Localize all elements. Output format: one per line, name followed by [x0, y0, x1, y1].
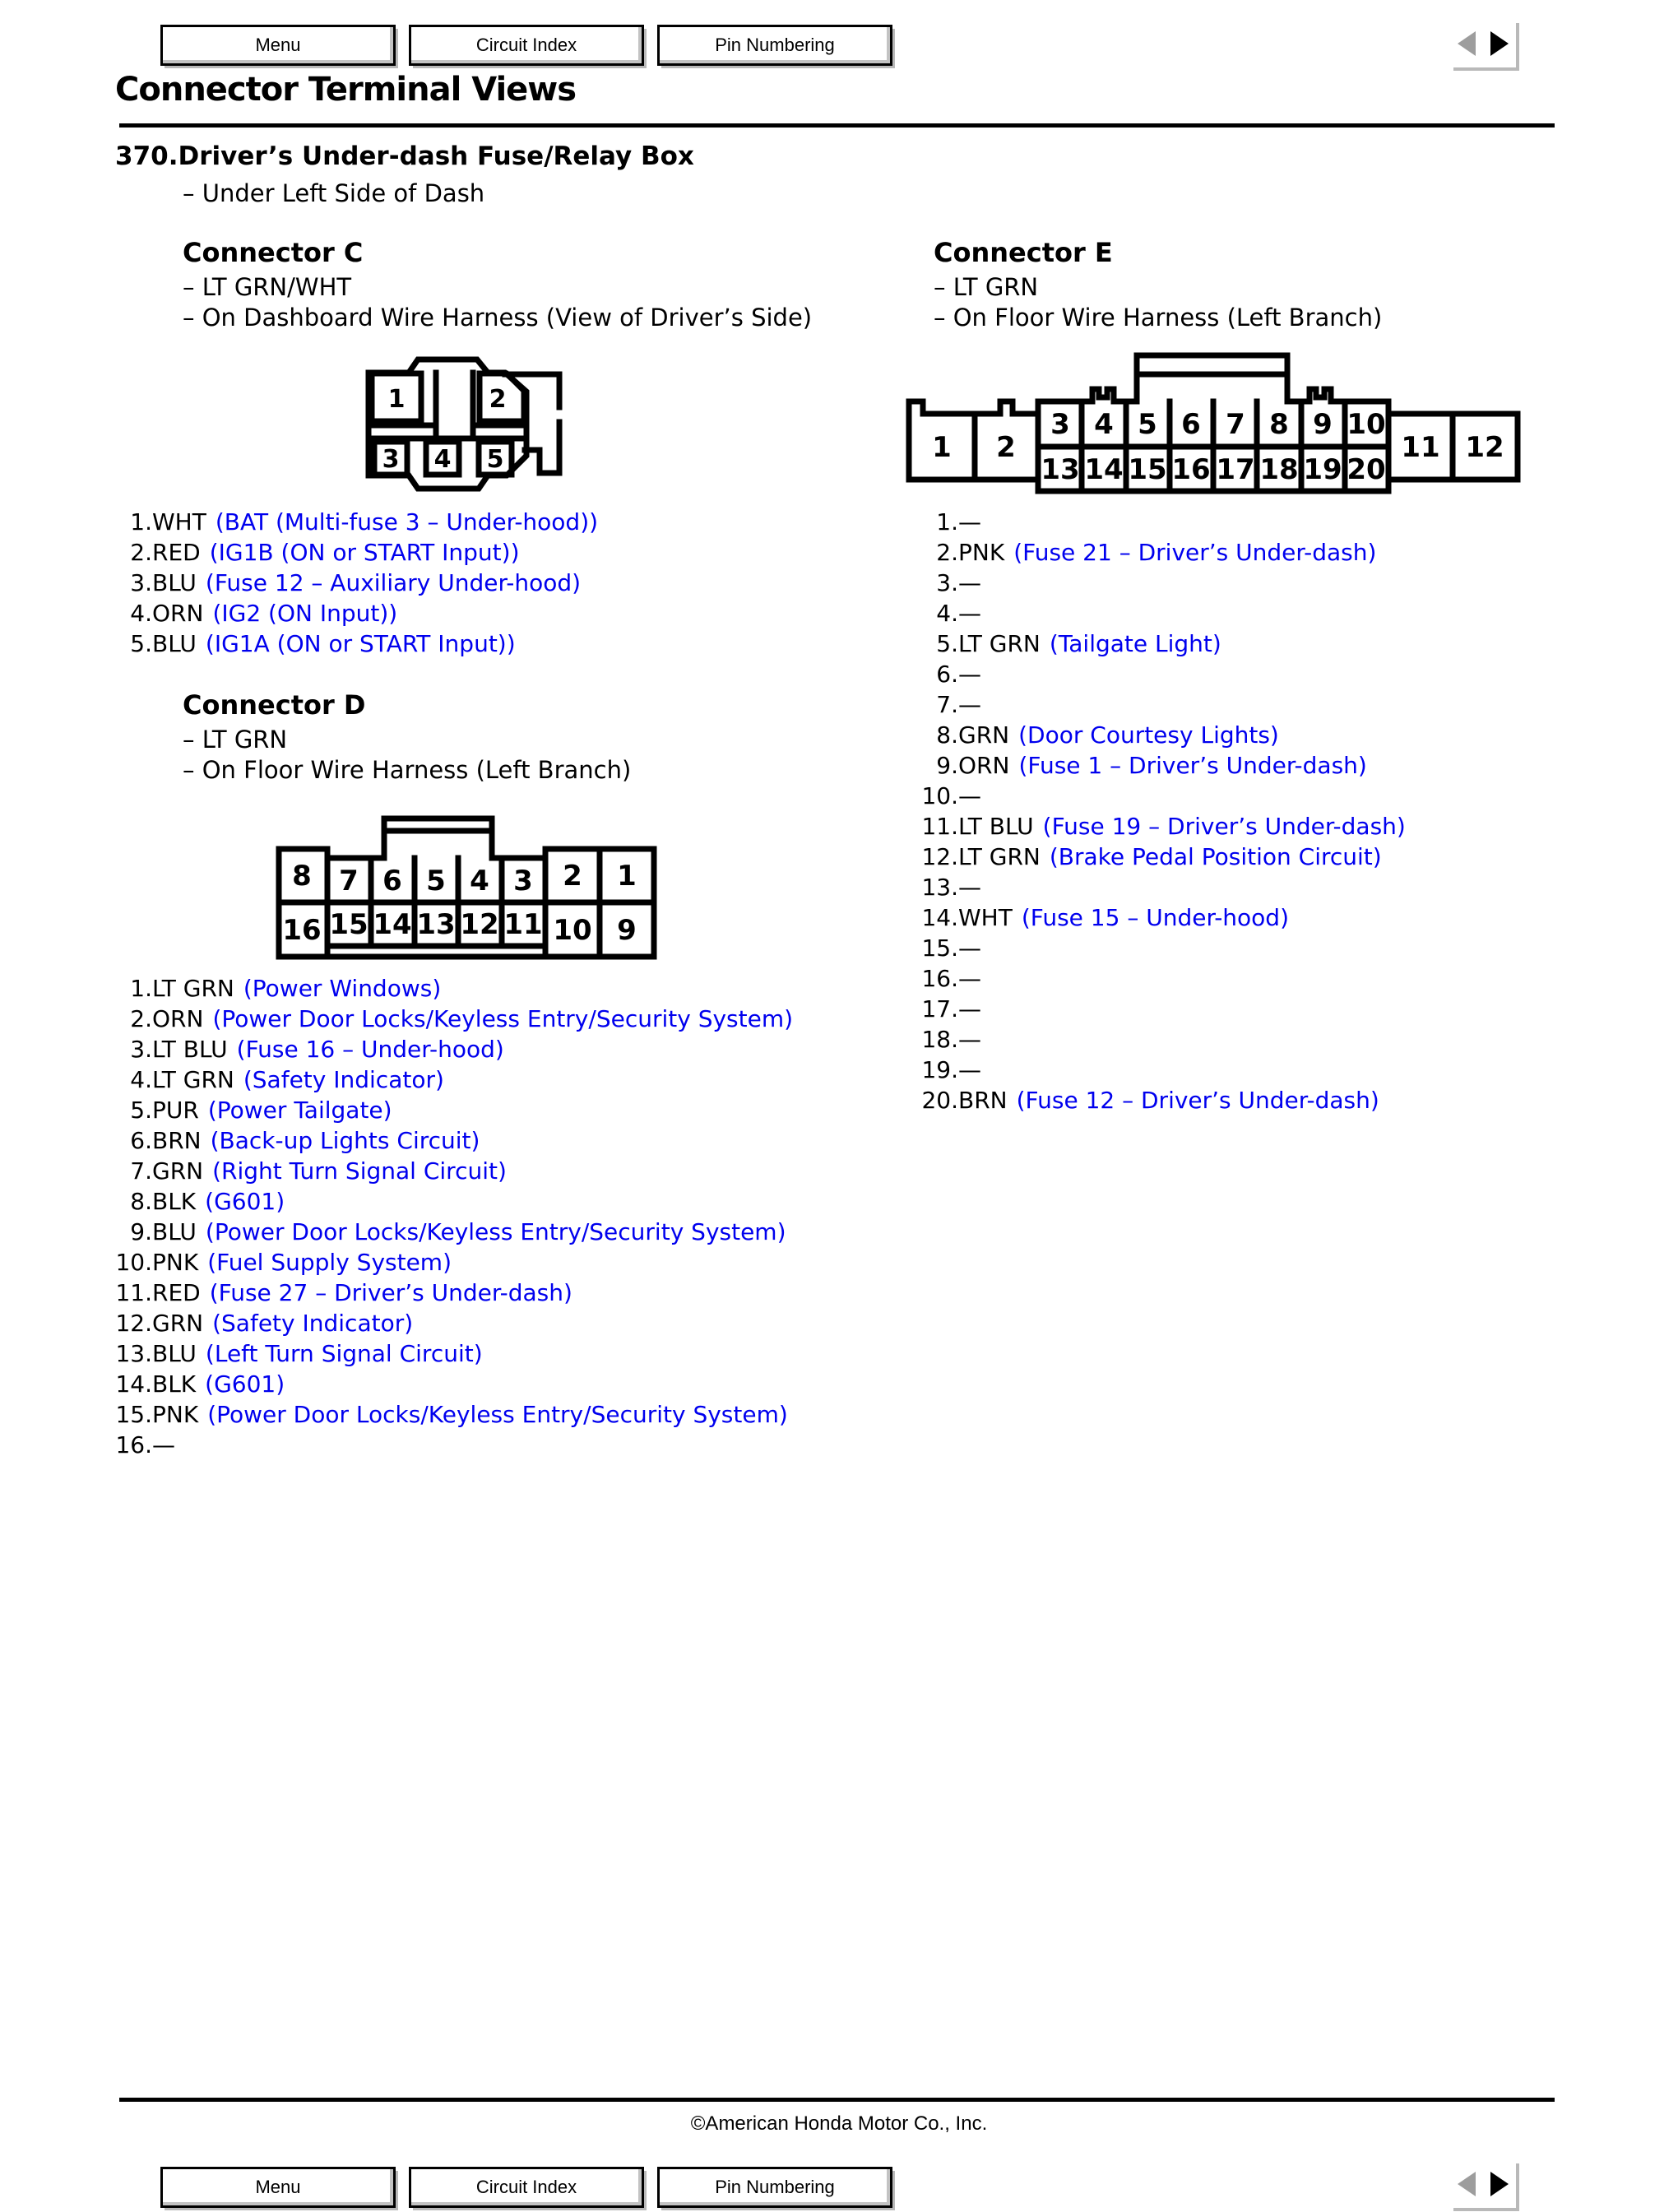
pin-wire-color: —: [958, 1056, 981, 1083]
pin-number: 3.: [130, 569, 152, 596]
menu-button-bottom[interactable]: Menu: [160, 2167, 396, 2208]
pin-wire-color: LT BLU: [958, 813, 1034, 840]
pin-row: [909, 537, 1406, 568]
pin-cell-label: 13: [1041, 453, 1080, 486]
pin-circuit-link[interactable]: (IG2 (ON Input)): [212, 600, 398, 627]
connector-d-note-color: – LT GRN: [183, 726, 288, 754]
pin-circuit-link[interactable]: (G601): [205, 1188, 285, 1215]
pin-circuit-link[interactable]: (Fuse 27 – Driver’s Under-dash): [209, 1279, 572, 1306]
pin-wire-color: —: [958, 782, 981, 809]
pin-cell-label: 19: [1303, 453, 1342, 486]
pin-number: 10.: [115, 1249, 152, 1276]
pin-circuit-link[interactable]: (Fuse 16 – Under-hood): [236, 1036, 504, 1063]
pin-circuit-link[interactable]: (Power Tailgate): [207, 1097, 392, 1124]
pin-wire-color: LT GRN: [958, 630, 1041, 657]
pin-wire-color: RED: [152, 539, 201, 566]
pin-wire-color: —: [958, 569, 981, 596]
next-arrow-icon: [1490, 2172, 1509, 2196]
pin-row: [103, 1004, 793, 1034]
pin-circuit-link[interactable]: (Tailgate Light): [1049, 630, 1221, 657]
pin-wire-color: PUR: [152, 1097, 199, 1124]
pin-cell-label: 5: [426, 865, 446, 897]
pin-circuit-link[interactable]: (Fuse 15 – Under-hood): [1021, 904, 1290, 931]
pin-number: 6.: [936, 661, 958, 688]
copyright: ©American Honda Motor Co., Inc.: [690, 2112, 988, 2135]
pin-wire-color: —: [958, 934, 981, 962]
menu-button[interactable]: Menu: [160, 25, 396, 66]
connector-e-title: Connector E: [934, 237, 1113, 268]
pin-wire-color: WHT: [152, 508, 206, 536]
pin-circuit-link[interactable]: (IG1B (ON or START Input)): [209, 539, 520, 566]
pin-number: 5.: [130, 1097, 152, 1124]
pin-number: 7.: [130, 1157, 152, 1185]
pin-circuit-link[interactable]: (Safety Indicator): [243, 1066, 444, 1093]
pin-number: 19.: [921, 1056, 958, 1083]
footer-rule: [119, 2098, 1555, 2102]
pin-row: [909, 689, 1406, 720]
pin-number: 12.: [921, 843, 958, 870]
pin-cell-label: 11: [1401, 431, 1440, 464]
section-location-note: – Under Left Side of Dash: [183, 179, 485, 207]
pin-circuit-link[interactable]: (G601): [205, 1370, 285, 1398]
pin-row: [103, 507, 598, 537]
pin-row: [103, 1217, 793, 1247]
pin-row: [103, 1064, 793, 1095]
pin-row: [103, 1338, 793, 1369]
pin-row: [909, 933, 1406, 963]
pin-circuit-link[interactable]: (Fuse 12 – Driver’s Under-dash): [1016, 1087, 1379, 1114]
pin-number: 4.: [130, 1066, 152, 1093]
pin-wire-color: —: [152, 1431, 175, 1458]
pin-wire-color: GRN: [958, 721, 1010, 749]
pin-number: 2.: [130, 539, 152, 566]
pin-number: 11.: [921, 813, 958, 840]
pin-circuit-link[interactable]: (Power Windows): [243, 975, 442, 1002]
pin-circuit-link[interactable]: (Door Courtesy Lights): [1018, 721, 1279, 749]
pin-number: 18.: [921, 1026, 958, 1053]
pin-wire-color: GRN: [152, 1157, 204, 1185]
pin-cell-label: 2: [563, 860, 582, 893]
pin-circuit-link[interactable]: (Power Door Locks/Keyless Entry/Security System): [212, 1005, 794, 1032]
pin-row: [103, 628, 598, 659]
pin-number: 17.: [921, 995, 958, 1023]
pin-row: [909, 963, 1406, 994]
pin-row: [103, 598, 598, 628]
pin-wire-color: —: [958, 965, 981, 992]
pin-cell-label: 1: [617, 860, 637, 893]
pin-row: [103, 1186, 793, 1217]
connector-d-note-location: – On Floor Wire Harness (Left Branch): [183, 756, 632, 784]
pin-wire-color: —: [958, 1026, 981, 1053]
title-rule: [119, 123, 1555, 128]
pin-cell-label: 1: [387, 385, 406, 414]
pin-wire-color: ORN: [958, 752, 1010, 779]
pin-row: [909, 781, 1406, 811]
pin-wire-color: LT BLU: [152, 1036, 228, 1063]
pin-wire-color: PNK: [152, 1249, 199, 1276]
pin-number: 12.: [115, 1310, 152, 1337]
pin-circuit-link[interactable]: (Brake Pedal Position Circuit): [1049, 843, 1382, 870]
pin-circuit-link[interactable]: (Fuse 1 – Driver’s Under-dash): [1018, 752, 1367, 779]
pin-cell-label: 7: [339, 865, 359, 897]
prev-arrow-icon: [1458, 31, 1476, 56]
pin-row: [909, 902, 1406, 933]
pin-row: [909, 811, 1406, 842]
pin-row: [909, 568, 1406, 598]
pin-circuit-link[interactable]: (Fuse 19 – Driver’s Under-dash): [1042, 813, 1406, 840]
pin-row: [103, 1399, 793, 1430]
pin-row: [909, 507, 1406, 537]
pin-wire-color: ORN: [152, 600, 204, 627]
pin-cell-label: 14: [373, 908, 412, 941]
pin-numbering-button-bottom[interactable]: Pin Numbering: [657, 2167, 892, 2208]
pin-number: 15.: [115, 1401, 152, 1428]
connector-d-diagram: [276, 809, 658, 969]
pin-row: [103, 568, 598, 598]
pin-cell-label: 15: [1128, 453, 1167, 486]
pin-number: 16.: [115, 1431, 152, 1458]
pin-wire-color: PNK: [152, 1401, 199, 1428]
pin-cell-label: 9: [1313, 408, 1333, 441]
pin-number: 20.: [921, 1087, 958, 1114]
pin-number: 2.: [130, 1005, 152, 1032]
connector-e-note-color: – LT GRN: [934, 273, 1039, 301]
pin-row: [103, 1095, 793, 1125]
prev-page-button[interactable]: [1450, 20, 1483, 67]
pin-number: 8.: [130, 1188, 152, 1215]
pin-numbering-button[interactable]: Pin Numbering: [657, 25, 892, 66]
pin-number: 1.: [130, 975, 152, 1002]
pin-cell-label: 14: [1084, 453, 1124, 486]
pin-circuit-link[interactable]: (Right Turn Signal Circuit): [212, 1157, 507, 1185]
pin-wire-color: BRN: [958, 1087, 1008, 1114]
pin-cell-label: 5: [1138, 408, 1157, 441]
pin-wire-color: LT GRN: [958, 843, 1041, 870]
pin-cell-label: 8: [1269, 408, 1289, 441]
pin-wire-color: BLU: [152, 1340, 197, 1367]
pin-cell-label: 4: [470, 865, 489, 897]
pin-wire-color: —: [958, 691, 981, 718]
pin-row: [103, 1308, 793, 1338]
pin-wire-color: BLK: [152, 1370, 197, 1398]
pin-row: [909, 1085, 1406, 1115]
pin-number: 3.: [130, 1036, 152, 1063]
pin-cell-label: 16: [1171, 453, 1211, 486]
connector-c-diagram: [354, 350, 576, 502]
pin-cell-label: 16: [282, 914, 322, 947]
pin-wire-color: BLU: [152, 630, 197, 657]
pin-wire-color: LT GRN: [152, 1066, 234, 1093]
pin-number: 9.: [130, 1218, 152, 1245]
pin-wire-color: —: [958, 995, 981, 1023]
connector-d-pin-list: [103, 973, 793, 1460]
pin-wire-color: —: [958, 508, 981, 536]
pin-wire-color: GRN: [152, 1310, 204, 1337]
pin-number: 5.: [130, 630, 152, 657]
pin-row: [909, 994, 1406, 1024]
pin-row: [909, 720, 1406, 750]
pin-cell-label: 2: [489, 385, 507, 414]
pin-row: [909, 1024, 1406, 1055]
pin-row: [909, 1055, 1406, 1085]
pin-cell-label: 12: [460, 908, 499, 941]
pin-number: 2.: [936, 539, 958, 566]
pin-number: 5.: [936, 630, 958, 657]
pin-wire-color: —: [958, 874, 981, 901]
connector-e-diagram: [903, 350, 1524, 498]
circuit-index-button-bottom[interactable]: Circuit Index: [409, 2167, 644, 2208]
pin-wire-color: PNK: [958, 539, 1005, 566]
pin-cell-label: 6: [1181, 408, 1201, 441]
pin-row: [103, 973, 793, 1004]
pin-circuit-link[interactable]: (Safety Indicator): [212, 1310, 414, 1337]
pin-cell-label: 4: [1094, 408, 1114, 441]
pin-circuit-link[interactable]: (Power Door Locks/Keyless Entry/Security System): [205, 1218, 786, 1245]
prev-arrow-icon: [1458, 2172, 1476, 2196]
pin-number: 15.: [921, 934, 958, 962]
connector-c-title: Connector C: [183, 237, 364, 268]
pin-row: [909, 659, 1406, 689]
pin-circuit-link[interactable]: (Left Turn Signal Circuit): [205, 1340, 483, 1367]
next-page-button[interactable]: [1483, 20, 1516, 67]
pin-number: 16.: [921, 965, 958, 992]
pin-cell-label: 18: [1259, 453, 1299, 486]
pin-cell-label: 2: [996, 431, 1016, 464]
pin-number: 8.: [936, 721, 958, 749]
pin-cell-label: 12: [1465, 431, 1504, 464]
pin-number: 13.: [921, 874, 958, 901]
pin-cell-label: 6: [382, 865, 402, 897]
connector-e-pin-list: [909, 507, 1406, 1115]
pin-cell-label: 3: [1050, 408, 1070, 441]
pin-wire-color: RED: [152, 1279, 201, 1306]
pin-wire-color: LT GRN: [152, 975, 234, 1002]
page-title: Connector Terminal Views: [115, 71, 577, 109]
pin-row: [909, 750, 1406, 781]
connector-e-note-location: – On Floor Wire Harness (Left Branch): [934, 304, 1383, 332]
page-nav-arrows-top: [1450, 20, 1516, 67]
pin-row: [103, 537, 598, 568]
pin-cell-label: 17: [1216, 453, 1255, 486]
pin-circuit-link[interactable]: (BAT (Multi-fuse 3 – Under-hood)): [215, 508, 599, 536]
pin-number: 10.: [921, 782, 958, 809]
connector-c-note-color: – LT GRN/WHT: [183, 273, 352, 301]
circuit-index-button[interactable]: Circuit Index: [409, 25, 644, 66]
connector-c-pin-list: [103, 507, 598, 659]
pin-circuit-link[interactable]: (Power Door Locks/Keyless Entry/Security System): [207, 1401, 788, 1428]
prev-page-button-bottom[interactable]: [1450, 2160, 1483, 2208]
pin-row: [103, 1278, 793, 1308]
next-page-button-bottom[interactable]: [1483, 2160, 1516, 2208]
pin-cell-label: 10: [1347, 408, 1386, 441]
page-nav-arrows-bottom: [1450, 2160, 1516, 2208]
pin-row: [909, 598, 1406, 628]
pin-number: 7.: [936, 691, 958, 718]
pin-number: 3.: [936, 569, 958, 596]
pin-row: [103, 1247, 793, 1278]
pin-row: [103, 1430, 793, 1460]
pin-number: 1.: [936, 508, 958, 536]
pin-cell-label: 1: [932, 431, 952, 464]
pin-wire-color: BRN: [152, 1127, 202, 1154]
pin-cell-label: 5: [486, 445, 504, 474]
pin-number: 4.: [130, 600, 152, 627]
pin-number: 6.: [130, 1127, 152, 1154]
pin-cell-label: 20: [1347, 453, 1386, 486]
pin-wire-color: —: [958, 600, 981, 627]
pin-row: [909, 842, 1406, 872]
pin-number: 13.: [115, 1340, 152, 1367]
section-title: 370.Driver’s Under-dash Fuse/Relay Box: [115, 141, 694, 171]
pin-wire-color: BLK: [152, 1188, 197, 1215]
connector-c-note-location: – On Dashboard Wire Harness (View of Driver’s Side): [183, 304, 813, 332]
pin-number: 4.: [936, 600, 958, 627]
pin-circuit-link[interactable]: (Fuel Supply System): [207, 1249, 452, 1276]
pin-wire-color: BLU: [152, 569, 197, 596]
pin-number: 14.: [921, 904, 958, 931]
pin-wire-color: —: [958, 661, 981, 688]
pin-cell-label: 15: [329, 908, 369, 941]
pin-cell-label: 10: [553, 914, 592, 947]
pin-cell-label: 11: [503, 908, 543, 941]
pin-row: [103, 1156, 793, 1186]
pin-row: [909, 628, 1406, 659]
pin-cell-label: 3: [382, 445, 400, 474]
pin-circuit-link[interactable]: (IG1A (ON or START Input)): [205, 630, 516, 657]
pin-cell-label: 4: [433, 445, 452, 474]
pin-wire-color: WHT: [958, 904, 1013, 931]
pin-row: [103, 1125, 793, 1156]
pin-cell-label: 13: [416, 908, 456, 941]
pin-circuit-link[interactable]: (Back-up Lights Circuit): [210, 1127, 480, 1154]
pin-row: [909, 872, 1406, 902]
pin-number: 9.: [936, 752, 958, 779]
pin-cell-label: 8: [292, 860, 312, 893]
pin-cell-label: 9: [617, 914, 637, 947]
pin-row: [103, 1034, 793, 1064]
pin-circuit-link[interactable]: (Fuse 12 – Auxiliary Under-hood): [205, 569, 582, 596]
next-arrow-icon: [1490, 31, 1509, 56]
pin-number: 1.: [130, 508, 152, 536]
pin-cell-label: 3: [513, 865, 533, 897]
connector-d-title: Connector D: [183, 689, 366, 721]
pin-wire-color: BLU: [152, 1218, 197, 1245]
pin-number: 14.: [115, 1370, 152, 1398]
pin-cell-label: 7: [1226, 408, 1245, 441]
pin-row: [103, 1369, 793, 1399]
pin-circuit-link[interactable]: (Fuse 21 – Driver’s Under-dash): [1013, 539, 1377, 566]
pin-number: 11.: [115, 1279, 152, 1306]
pin-wire-color: ORN: [152, 1005, 204, 1032]
